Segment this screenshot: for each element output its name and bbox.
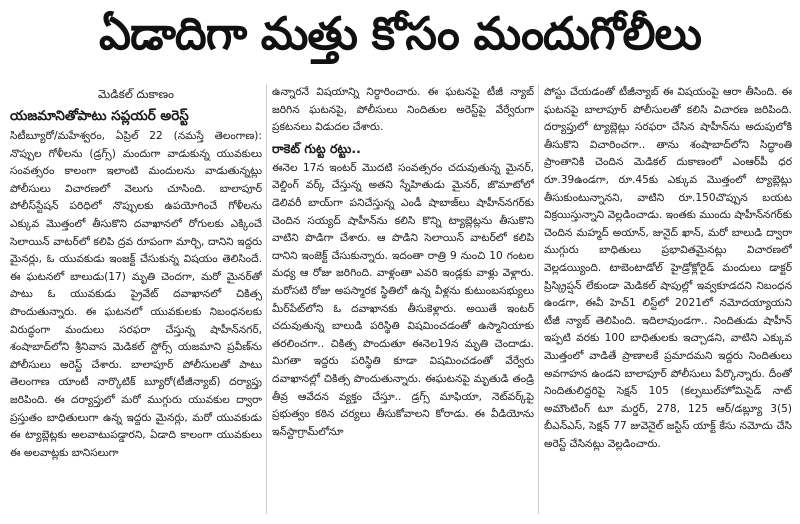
column-3 [544, 84, 792, 520]
article-subheadline: యజమానితోపాటు సప్లయర్ అరెస్ట్ [10, 108, 189, 124]
body-paragraph: నొప్పుల గోళీలను (డ్రగ్స్) మందుగా వాడుకున్న యువకులు సంవత్సరం కాలంగా ఇలాంటి మందులను వాడుతున్నట్లు పోలీసులు విచారణలో వెలుగు చూసింది. బాలాపూర్ పోలీస్‌స్టేషన్ పరిధిలో నొప్పులకు ఉపయోగించే గోళీలను ఎక్కువ మొత్తంలో తీసుకొని దవాఖానలో రోగులకు ఎక్కించే సెలాయిన్ వాటర్‌లో కలిపి ద్రవ రూపంగా మార్చి, దానిని ఇద్దరు మైనర్లు, ఓ యువకుడు ఇంజక్ట్ చేసుకున్న విషయం తెలిసిందే. ఈ ఘటనలో బాలుడు(17) మృతి చెందగా, మరో మైనర్‌తో పాటు ఓ యువకుడు ప్రైవేట్ దవాఖానలో చికిత్స పొందుతున్నారు. ఈ ఘటనలో యువకులకు నిబంధనలకు విరుద్ధంగా మందులు సరఫరా చేస్తున్న షాహీన్‌నగర్, శంషాబాద్‌లోని శ్రీనివాస మెడికల్ స్టోర్స్ యజమాని ప్రవీణ్‌ను పోలీసులు అరెస్ట్ చేశారు. బాలాపూర్ పోలీసులతో పాటు తెలంగాణ యాంటీ నార్కొటిక్ బ్యూరో(టీజీన్యాబ్) దర్యాప్తు జరిపింది. ఈ దర్యాప్తులో మరో ముగ్గురు యువకుల ద్వారా ప్రస్తుతం బాధితులుగా ఉన్న ఇద్దరు మైనర్లు, మరో యువకుడు ఈ ట్యాబ్లెట్లకు అలవాటుపడ్డారని, ఏడాది కాలంగా యువకులు ఈ అలవాట్లకు బానిసలుగా [10, 147, 262, 459]
article-kicker: మెడికల్ దుకాణం [98, 87, 174, 101]
article-headline: ఏడాదిగా మత్తు కోసం మందుగోలీలు [99, 7, 701, 60]
body-paragraph: ఈనెల 17న ఇంటర్ మొదటి సంవత్సరం చదువుతున్న మైనర్, వెల్డింగ్ వర్క్ చేస్తున్న అతని స్నేహితుడు మైనర్, జొమాటోలో డెలివరీ బాయ్‌గా పనిచేస్తున్న ఎండీ షాబాజ్‌లు షాహీన్‌నగర్‌కు చెందిన సయ్యద్ షాహీన్‌ను కలిసి కొన్ని ట్యాబ్లెట్లను తీసుకొని వాటిని పొడిగా చేశారు. ఆ పొడిని సెలాయిన్ వాటర్‌లో కలిపి దానిని ఇంజెక్ట్ చేసుకున్నారు. ఇదంతా రాత్రి 9 నుంచి 10 గంటల మధ్య ఆ రోజు జరిగింది. వాళ్లంతా ఎవరి ఇండ్లకు వాళ్లు వెళ్లారు. మరోసటి రోజు అపస్మారక స్థితిలో ఉన్న వీళ్లను కుటుంబసభ్యులు మీర్‌పేట్‌లోని ఓ దవాఖానకు తీసుకెళ్లారు. అయితే ఇంటర్ చదువుతున్న బాలుడి పరిస్థితి విషమించడంతో ఉస్మానియాకు తరలించగా.. చికిత్స పొందుతూ ఈనెల19న మృతి చెందాడు. మిగతా ఇద్దరు పరిస్థితి కూడా విషమించడంతో వేర్వేరు దవాఖానల్లో చికిత్స పొందుతున్నారు. ఈఘటనపై మృతుడి తండ్రి తీవ్ర ఆవేదన వ్యక్తం చేస్తూ.. డ్రగ్స్ మాఫియా, నెట్‌వర్క్‌పై ప్రభుత్వం కఠిన చర్యలు తీసుకోవాలని కోరాడు. ఈ వీడియోను ఇన్‌స్టాగ్రామ్‌లోనూ [272, 161, 534, 438]
column-divider [266, 84, 267, 514]
dateline: సిటీబ్యూరో/మహేశ్వరం, ఏప్రిల్ 22 (నమస్తే తెలంగాణ): [10, 130, 262, 142]
column-2 [272, 84, 534, 520]
dateline-paragraph [10, 128, 262, 462]
body-paragraph: ఉన్నారనే విషయాన్ని నిర్ధారించారు. ఈ ఘటనపై టీజీ న్యాబ్ జరిగిన ఘటనపై, పోలీసులు నిందితుల అరెస్ట్‌పై వేర్వేరుగా ప్రకటనలు విడుదల చేశారు. [272, 86, 534, 134]
column-divider [538, 84, 539, 514]
section-subheadline: రాకెట్ గుట్ట రట్టు.. [272, 140, 361, 156]
column-1 [10, 84, 262, 520]
body-paragraph: పోస్టు చేయడంతో టీజీన్యాబ్ ఈ విషయంపై ఆరా తీసింది. ఈ ఘటనపై బాలాపూర్ పోలీసులతో కలిసి విచారణ జరిపింది. దర్యాప్తులో ట్యాబ్లెట్లు సరఫరా చేసిన షాహీన్‌ను అదుపులోకి తీసుకొని విచారించగా.. తాను శంషాబాద్‌లోని సిద్ధాంతి ప్రాంతానికి చెందిన మెడికల్ దుకాణంలో ఎంఆర్‌పీ ధర రూ.39ఉండగా, రూ.45కు ఎక్కువ మొత్తంలో ట్యాబ్లెట్లు తీసుకుంటున్నానని, వాటిని రూ.150చొప్పున బయట విక్రయిస్తున్నాని వెల్లడించాడు. ఇంతకు ముందు షాహీన్‌నగర్‌కు చెందిన మహ్మద్ అయాన్, జునైద్ ఖాన్, మరో బాలుడి ద్వారా ముగ్గురు బాధితులు ప్రభావితమైనట్లు విచారణలో వెల్లడయ్యింది. టాబెంటాడోల్ హైడ్రోక్లోరైడ్ మందులు డాక్టర్ ప్రిస్క్రిప్షన్ లేకుండా మెడికల్ షాపుల్లో ఇవ్వకూడదని నిబంధన ఉండగా, ఈవీ హెచ్1 లిస్ట్‌లో 2021లో నమోదయ్యాయని టీజీ న్యాబ్ తెలిపింది. ఇదిలావుండగా.. నిందితుడు షాహీన్ ఇప్పటి వరకు 100 బాధితులకు ఇచ్చాడని, వాటిని ఎక్కువ మొత్తంలో వాడితే ప్రాణాలకే ప్రమాదమని ఇద్దరు నిందితులు అవగాహన ఉండని బాలాపూర్ పోలీసులు పేర్కొన్నారు. దీంతో నిందితులిద్దరిపై సెక్షన్ 105 (కల్పబుల్‌హోమిసైడ్ నాట్ అమౌంటింగ్ టూ మర్డర్, 278, 125 ఆర్/డబ్ల్యూ 3(5) బీఎన్‌ఎస్, సెక్షన్ 77 జువెనైల్ జస్టిస్ యాక్ట్ కేసు నమోదు చేసి అరెస్ట్ చేసినట్లు వెల్లడించారు. [544, 86, 792, 450]
